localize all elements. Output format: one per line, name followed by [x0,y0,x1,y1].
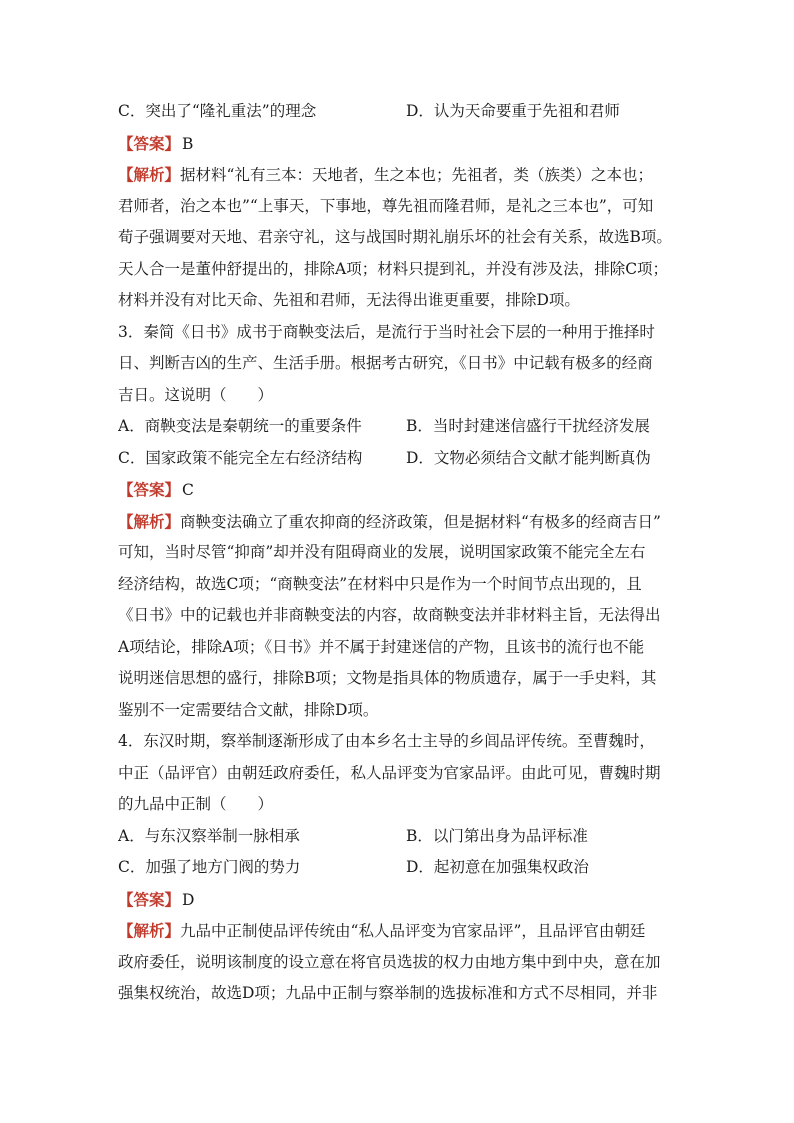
q3-stem-line-1: 3．秦简《日书》成书于商鞅变法后，是流行于当时社会下层的一种用于推择时 [118,322,655,341]
q4-option-a: A．与东汉察举制一脉相承 [118,826,300,845]
document-page [118,96,684,1010]
analysis-bracket-close: 】 [164,921,181,940]
q3-answer-value: C [182,481,194,499]
analysis-bracket-close: 】 [164,511,181,531]
analysis-bracket-open: 【 [118,511,134,531]
q3-analysis-label: 解析 [133,511,165,531]
q3-stem-line-2: 日、判断吉凶的生产、生活手册。根据考古研究，《日书》中记载有极多的经商 [118,354,653,372]
q2-analysis-line-2: 君师者，治之本也”“上事天，下事地，尊先祖而隆君师，是礼之三本也”，可知 [118,196,654,215]
q4-stem-line-2: 中正（品评官）由朝廷政府委任，私人品评变为官家品评。由此可见，曹魏时期 [118,763,661,782]
q3-analysis-line-4: 《日书》中的记载也并非商鞅变法的内容，故商鞅变法并非材料主旨，无法得出 [118,606,661,624]
answer-bracket-open: 【 [118,480,134,499]
q2-option-c: C．突出了“隆礼重法”的理念 [118,102,317,120]
analysis-bracket-open: 【 [118,165,134,184]
q2-options-cd [118,96,684,128]
q2-option-d: D．认为天命要重于先祖和君师 [406,102,620,120]
q3-analysis-line-3: 经济结构，故选C项；“商鞅变法”在材料中只是作为一个时间节点出现的，且 [118,574,642,593]
q3-answer [118,474,684,506]
q2-analysis-line-5: 材料并没有对比天命、先祖和君师，无法得出谁更重要，排除D项。 [118,291,580,309]
q3-option-b: B．当时封建迷信盛行干扰经济发展 [406,417,650,435]
answer-bracket-open: 【 [118,889,134,909]
q3-analysis-text: 商鞅变法确立了重农抑商的经济政策，但是据材料“有极多的经商吉日” [180,512,661,531]
q4-analysis-line-1 [118,915,684,947]
q4-stem-line-3: 的九品中正制（ ） [118,795,274,813]
q4-analysis-label: 解析 [133,921,165,940]
q4-analysis-line-3: 强集权统治，故选D项；九品中正制与察举制的选拔标准和方式不尽相同，并非 [118,984,658,1002]
analysis-bracket-close: 】 [164,165,181,184]
answer-bracket-close: 】 [164,480,181,499]
q2-answer [118,128,684,160]
q4-options-cd [118,852,684,884]
q4-option-d: D．起初意在加强集权政治 [406,858,589,876]
q3-analysis-line-1 [118,506,684,538]
q3-option-d: D．文物必须结合文献才能判断真伪 [406,448,651,467]
q3-analysis-line-5: A项结论，排除A项；《日书》并不属于封建迷信的产物，且该书的流行也不能 [118,637,645,656]
q3-stem-line-3: 吉日。这说明（ ） [118,385,274,404]
q2-analysis-label: 解析 [133,165,165,184]
q2-analysis-line-4: 天人合一是董仲舒提出的，排除A项；材料只提到礼，并没有涉及法，排除C项； [118,259,669,278]
analysis-bracket-open: 【 [118,921,134,940]
q3-options-ab [118,411,684,443]
q4-option-c: C．加强了地方门阀的势力 [118,858,301,876]
answer-bracket-close: 】 [164,133,181,153]
answer-bracket-open: 【 [118,133,134,153]
q2-analysis-text: 据材料“礼有三本：天地者，生之本也；先祖者，类（族类）之本也； [180,166,653,184]
q4-stem-line-1: 4．东汉时期，察举制逐渐形成了由本乡名士主导的乡闾品评传统。至曹魏时， [118,732,655,750]
q4-option-b: B．以门第出身为品评标准 [406,826,588,845]
q2-analysis-line-3: 荀子强调要对天地、君亲守礼，这与战国时期礼崩乐坏的社会有关系，故选B项。 [118,228,672,246]
q3-option-c: C．国家政策不能完全左右经济结构 [118,448,363,467]
q3-option-a: A．商鞅变法是秦朝统一的重要条件 [118,417,362,435]
q3-analysis-line-7: 鉴别不一定需要结合文献，排除D项。 [118,700,379,719]
q3-analysis-line-2: 可知，当时尽管“抑商”却并没有阻碍商业的发展，说明国家政策不能完全左右 [118,543,646,561]
q2-answer-value: B [182,134,194,153]
q4-analysis-text: 九品中正制使品评传统由“私人品评变为官家品评”，且品评官由朝廷 [180,922,646,940]
q4-answer-value: D [182,890,195,909]
answer-bracket-close: 】 [164,889,181,909]
q4-answer [118,884,684,916]
q4-options-ab [118,821,684,853]
q3-answer-label: 答案 [133,480,165,499]
q4-answer-label: 答案 [133,889,165,909]
q2-analysis-line-1 [118,159,684,191]
q4-analysis-line-2: 政府委任，说明该制度的设立意在将官员选拔的权力由地方集中到中央，意在加 [118,952,661,971]
q3-analysis-line-6: 说明迷信思想的盛行，排除B项；文物是指具体的物质遗存，属于一手史料，其 [118,669,657,687]
q2-answer-label: 答案 [133,133,165,153]
q3-options-cd [118,443,684,475]
